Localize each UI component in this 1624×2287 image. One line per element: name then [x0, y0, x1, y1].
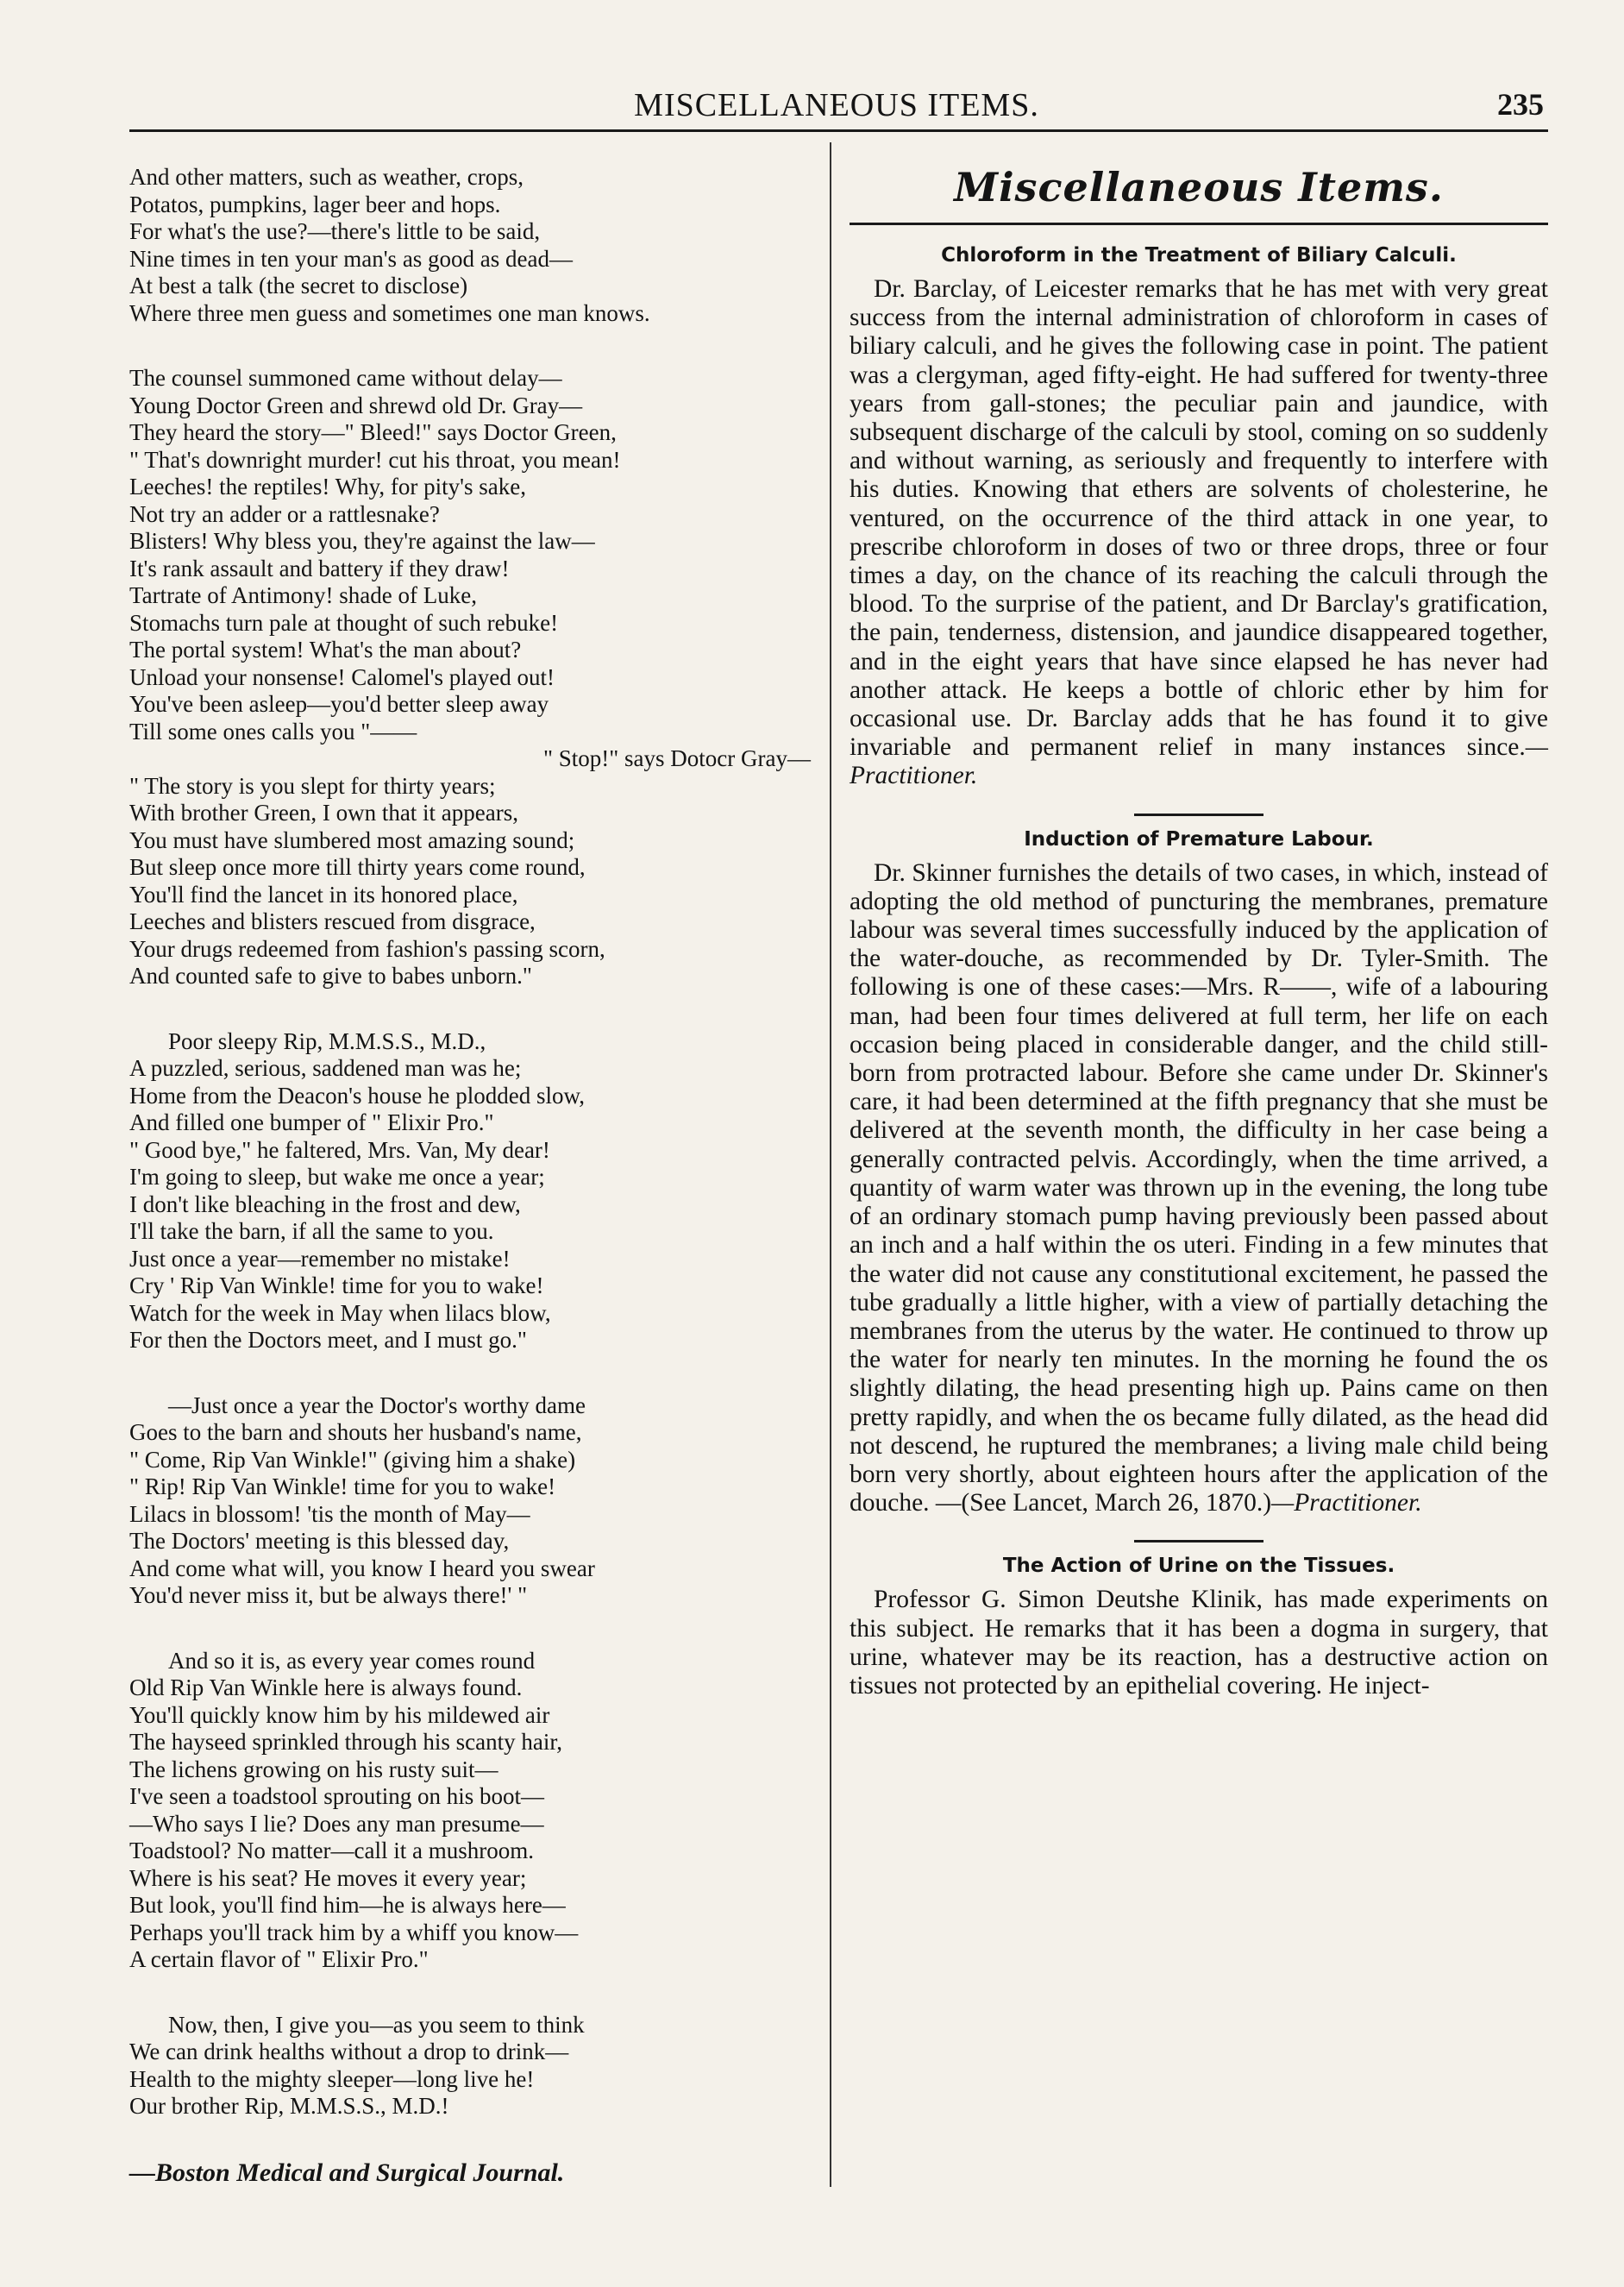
column-divider: [830, 142, 831, 2187]
poem-line: The hayseed sprinkled through his scanty hair,: [129, 1729, 563, 1755]
poem-line: Leeches! the reptiles! Why, for pity's sake,: [129, 474, 526, 499]
poem-line: " The story is you slept for thirty years;: [129, 772, 496, 799]
article-title: Chloroform in the Treatment of Biliary Calculi.: [941, 244, 1457, 267]
article-body: [850, 275, 1548, 791]
article-title: Induction of Premature Labour.: [1024, 827, 1374, 851]
article-separator: [1134, 814, 1263, 816]
article-text: Professor G. Simon Deutshe Klinik, has made experiments on this subject. He remarks that it has been a dogma in surgery, that urine, whatever may be its reaction, has a destructive action on tissues not protected by an epithelial covering. He inject-: [850, 1586, 1548, 1700]
poem-line: You must have slumbered most amazing sound;: [129, 826, 575, 853]
poem-line: —Just once a year the Doctor's worthy dame: [168, 1392, 586, 1418]
poem-line: —Who says I lie? Does any man presume—: [129, 1810, 544, 1837]
page-header: [129, 86, 1544, 129]
section-rule: [850, 223, 1548, 225]
poem-stanza: [129, 164, 811, 327]
poem-line: Poor sleepy Rip, M.M.S.S., M.D.,: [168, 1027, 486, 1054]
poem-line: I don't like bleaching in the frost and dew,: [129, 1191, 521, 1217]
poem-line: A puzzled, serious, saddened man was he;: [129, 1055, 522, 1081]
poem-line: Now, then, I give you—as you seem to think: [168, 2011, 585, 2038]
running-title: MISCELLANEOUS ITEMS.: [634, 87, 1039, 123]
poem-line: Leeches and blisters rescued from disgrace,: [129, 908, 536, 934]
poem-line: Where three men guess and sometimes one man knows.: [129, 299, 650, 326]
poem-line: And come what will, you know I heard you swear: [129, 1555, 595, 1581]
poem-stanza: [129, 2012, 811, 2121]
poem-line: Your drugs redeemed from fashion's passing scorn,: [129, 935, 605, 962]
poem-line: A certain flavor of " Elixir Pro.": [129, 1946, 429, 1972]
poem-line: Cry ' Rip Van Winkle! time for you to wake!: [129, 1272, 544, 1298]
poem-signature: —Boston Medical and Surgical Journal.: [129, 2158, 565, 2187]
poem-line: Toadstool? No matter—call it a mushroom.: [129, 1838, 535, 1863]
poem-line: At best a talk (the secret to disclose): [129, 273, 468, 298]
poem-line: Just once a year—remember no mistake!: [129, 1245, 511, 1272]
poem-line: " Rip! Rip Van Winkle! time for you to wake!: [129, 1473, 556, 1499]
poem-line: Till some ones calls you "——: [129, 718, 417, 745]
poem-line: Perhaps you'll track him by a whiff you know—: [129, 1919, 579, 1945]
poem-line: The Doctors' meeting is this blessed day,: [129, 1528, 510, 1554]
article-urine-tissues: [850, 1555, 1548, 1700]
poem-line: Not try an adder or a rattlesnake?: [129, 500, 440, 527]
poem-stanza: [129, 1392, 811, 1610]
poem-line: Our brother Rip, M.M.S.S., M.D.!: [129, 2093, 449, 2119]
poem-line: They heard the story—" Bleed!" says Doctor Green,: [129, 419, 617, 445]
poem-line: " Good bye," he faltered, Mrs. Van, My dear!: [129, 1136, 550, 1163]
section-title: Miscellaneous Items.: [954, 164, 1444, 210]
poem-line: The portal system! What's the man about?: [129, 637, 522, 663]
poem-line: Old Rip Van Winkle here is always found.: [129, 1674, 523, 1700]
poem-line: " Stop!" says Dotocr Gray—: [543, 745, 811, 771]
poem-line: Potatos, pumpkins, lager beer and hops.: [129, 191, 501, 217]
poem-line: With brother Green, I own that it appears,: [129, 800, 519, 826]
poem-stanza: [129, 365, 811, 990]
poem-line: I'm going to sleep, but wake me once a year;: [129, 1164, 545, 1190]
article-text: Dr. Skinner furnishes the details of two cases, in which, instead of adopting the old method of puncturing the membranes, premature labour was several times successfully induced by the application of the water-douche, as recommended by Dr. Tyler-Smith. The following is one of these cases:—Mrs. R——, wife of a labouring man, had been four times delivered at full term, her life on each occasion being placed in considerable danger, and the child still-born from protracted labour. Before she came under Dr. Skinner's care, it had been determined at the fifth pregnancy that she must be delivered at the seventh month, the difficulty in her case being a generally contracted pelvis. Accordingly, when the time arrived, a quantity of warm water was thrown up in the evening, the long tube of an ordinary stomach pump having previously been passed about an inch and a half within the os uteri. Finding in a few minutes that the water did not cause any constitutional excitement, he passed the tube gradually a little higher, with a view of partially detaching the membranes from the uterus by the water. He continued to throw up the water for nearly ten minutes. In the morning he found the os slightly dilating, the head presenting high up. Pains came on then pretty rapidly, and when the os became fully dilated, as the head did not descend, he ruptured the membranes; a living male child being born very shortly, about eighteen hours after the application of the douche. —(See Lancet, March 26, 1870.): [850, 858, 1548, 1517]
article-source: —Practitioner.: [850, 733, 1548, 790]
poem-stanzas: [129, 164, 811, 2121]
poem-line: You'll find the lancet in its honored place,: [129, 881, 518, 908]
article-chloroform: [850, 244, 1548, 791]
poem-line: And so it is, as every year comes round: [168, 1647, 536, 1674]
article-source: —Practitioner.: [1271, 1489, 1422, 1517]
poem-line: But look, you'll find him—he is always here—: [129, 1892, 566, 1918]
header-rule: [129, 129, 1548, 132]
poem-line: For what's the use?—there's little to be said,: [129, 218, 541, 244]
poem-line: And other matters, such as weather, crops,: [129, 164, 524, 190]
poem-line: Home from the Deacon's house he plodded slow,: [129, 1082, 585, 1109]
poem-line: Tartrate of Antimony! shade of Luke,: [129, 582, 477, 608]
poem-stanza: [129, 1648, 811, 1974]
poem-line: Blisters! Why bless you, they're against the law—: [129, 528, 595, 554]
poem-column: [129, 164, 811, 2188]
article-body: [850, 859, 1548, 1518]
article-title: The Action of Urine on the Tissues.: [1002, 1555, 1395, 1578]
poem-line: And counted safe to give to babes unborn.": [129, 963, 532, 989]
poem-line: I've seen a toadstool sprouting on his boot—: [129, 1783, 545, 1809]
poem-line: " That's downright murder! cut his throat, you mean!: [129, 446, 621, 473]
article-text: Dr. Barclay, of Leicester remarks that he has met with very great success from the internal administration of chloroform in cases of biliary calculi, and he gives the following case in point. The patient was a clergyman, aged fifty-eight. He had suffered for twenty-three years from gall-stones; the peculiar pain and jaundice, with subsequent discharge of the calculi by stool, coming on so suddenly and without warning, as seriously and frequently to interfere with his duties. Knowing that ethers are solvents of cholesterine, he ventured, on the occurrence of the third attack in one year, to prescribe chloroform in doses of two or three drops, three or four times a day, on the chance of its reaching the calculi through the blood. To the surprise of the patient, and Dr Barclay's gratification, the pain, tenderness, distension, and jaundice disappeared together, and in the eight years that have since elapsed he has never had another attack. He keeps a bottle of chloric ether by him for occasional use. Dr. Barclay adds that he has found it to give invariable and permanent relief in many instances since.: [850, 275, 1548, 762]
poem-line: The lichens growing on his rusty suit—: [129, 1756, 498, 1782]
poem-line: Stomachs turn pale at thought of such rebuke!: [129, 609, 559, 636]
poem-line: Lilacs in blossom! 'tis the month of May—: [129, 1500, 530, 1527]
articles-column: [850, 164, 1548, 1723]
poem-line: Goes to the barn and shouts her husband's name,: [129, 1419, 582, 1445]
poem-line: I'll take the barn, if all the same to you.: [129, 1218, 494, 1244]
poem-line: We can drink healths without a drop to drink—: [129, 2039, 569, 2064]
poem-line: You'll quickly know him by his mildewed air: [129, 1701, 550, 1728]
poem-line: Nine times in ten your man's as good as dead—: [129, 245, 574, 272]
poem-line: Young Doctor Green and shrewd old Dr. Gray—: [129, 392, 583, 418]
poem-line: Watch for the week in May when lilacs blow,: [129, 1299, 551, 1326]
article-separator: [1134, 1540, 1263, 1542]
article-premature-labour: [850, 828, 1548, 1518]
article-body: [850, 1586, 1548, 1700]
poem-line: You'd never miss it, but be always there!' ": [129, 1582, 528, 1608]
page-number: 235: [1497, 87, 1544, 122]
poem-stanza: [129, 1028, 811, 1354]
poem-line: " Come, Rip Van Winkle!" (giving him a shake): [129, 1446, 576, 1473]
poem-line: You've been asleep—you'd better sleep away: [129, 691, 549, 717]
poem-line: It's rank assault and battery if they draw!: [129, 555, 510, 581]
poem-line: The counsel summoned came without delay—: [129, 365, 562, 391]
poem-line: Where is his seat? He moves it every year;: [129, 1864, 527, 1891]
poem-line: But sleep once more till thirty years come round,: [129, 854, 586, 880]
poem-line: Unload your nonsense! Calomel's played out!: [129, 663, 555, 690]
poem-line: For then the Doctors meet, and I must go.": [129, 1327, 527, 1353]
poem-line: Health to the mighty sleeper—long live he!: [129, 2065, 535, 2092]
poem-line: And filled one bumper of " Elixir Pro.": [129, 1109, 494, 1135]
